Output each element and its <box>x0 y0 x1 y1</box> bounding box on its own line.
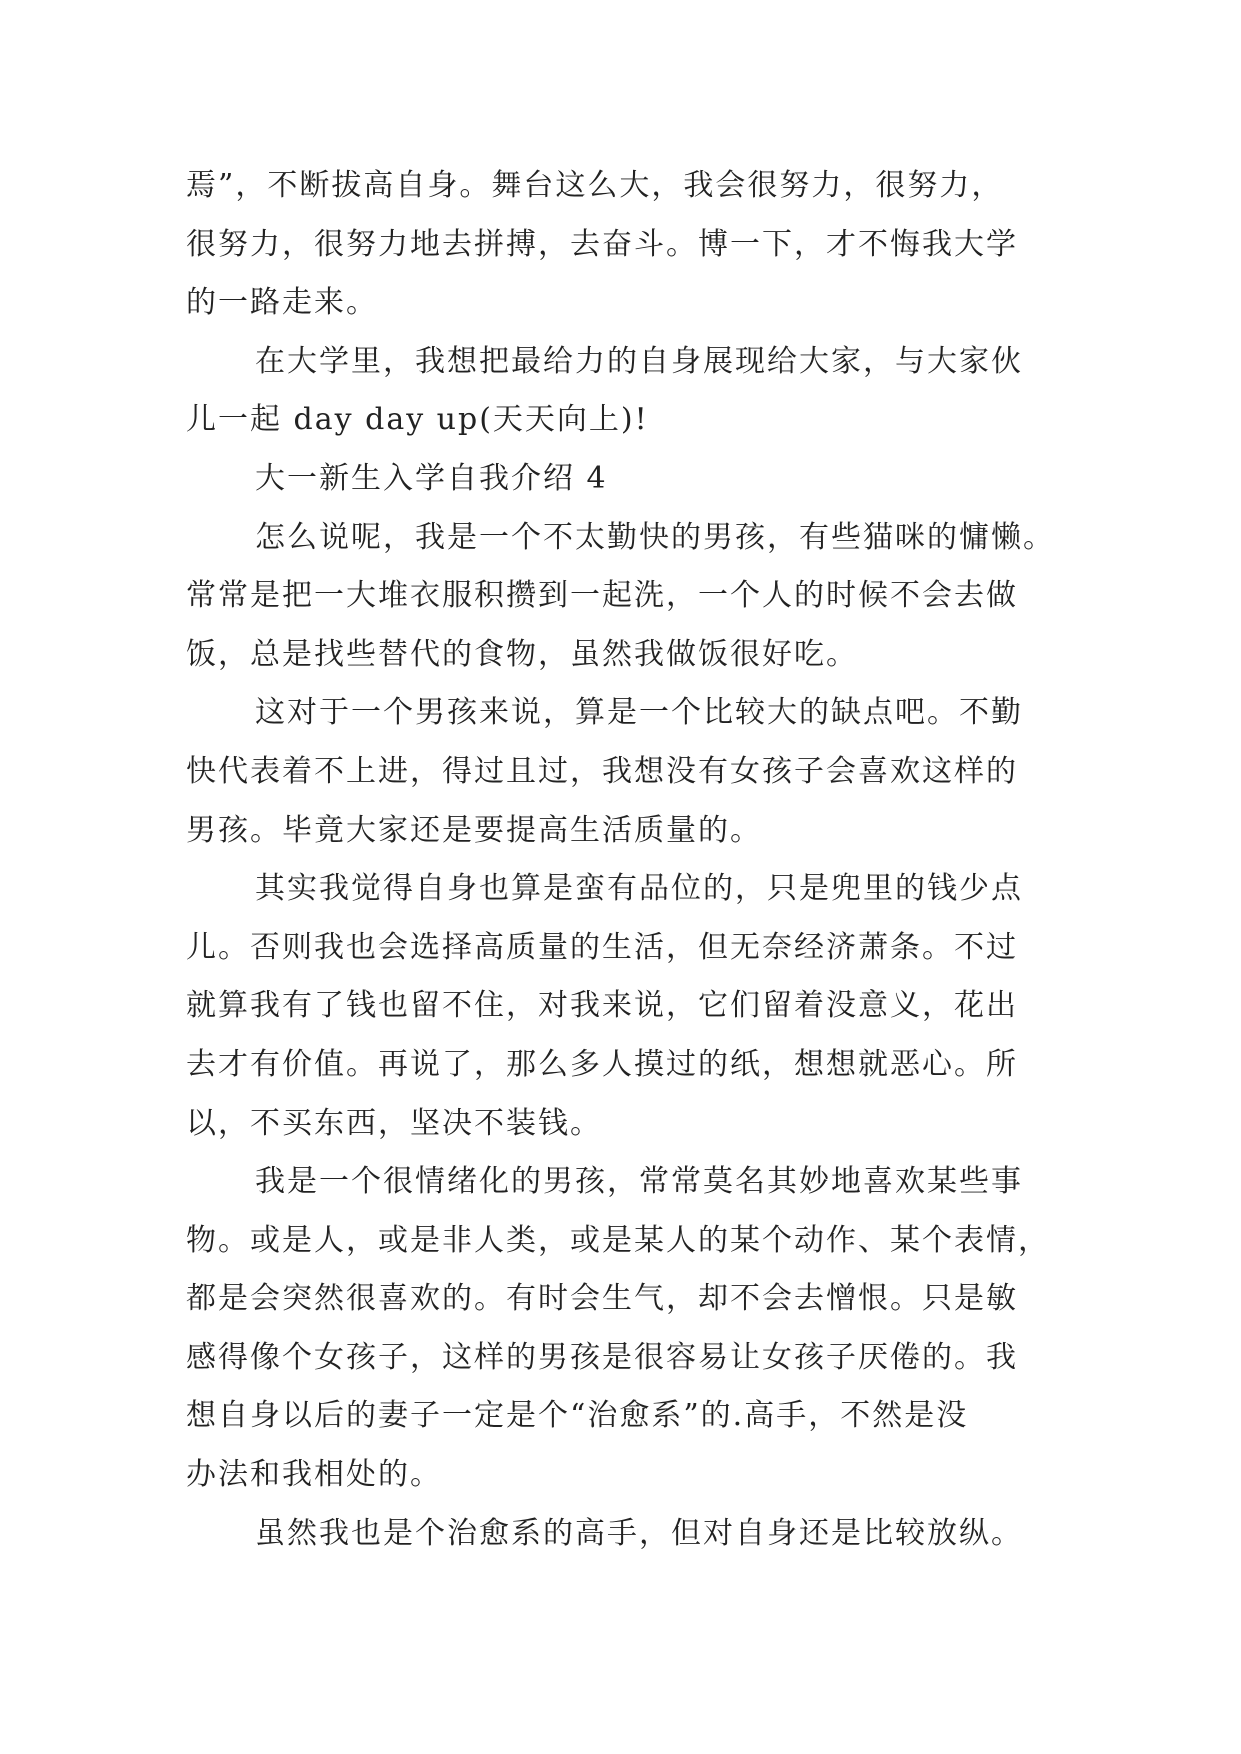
text-line: 焉”，不断拔高自身。舞台这么大，我会很努力，很努力， <box>186 168 1004 203</box>
text-line: 快代表着不上进，得过且过，我想没有女孩子会喜欢这样的 <box>186 753 1018 789</box>
paragraph-first-line: 在大学里，我想把最给力的自身展现给大家，与大家伙 <box>255 343 1023 379</box>
text-line: 都是会突然很喜欢的。有时会生气，却不会去憎恨。只是敏 <box>186 1281 1018 1317</box>
text-line: 以，不买东西，坚决不装钱。 <box>186 1105 602 1141</box>
paragraph-first-line: 虽然我也是个治愈系的高手，但对自身还是比较放纵。 <box>255 1515 1023 1551</box>
text-line: 办法和我相处的。 <box>186 1457 442 1493</box>
text-line: 物。或是人，或是非人类，或是某人的某个动作、某个表情， <box>186 1222 1050 1258</box>
document-body <box>186 157 1066 1563</box>
text-line: 儿。否则我也会选择高质量的生活，但无奈经济萧条。不过 <box>186 929 1018 965</box>
text-line: 很努力，很努力地去拼搏，去奋斗。博一下，才不悔我大学 <box>186 226 1018 262</box>
text-line: 儿一起 day day up(天天向上)! <box>186 402 649 438</box>
paragraph-first-line: 我是一个很情绪化的男孩，常常莫名其妙地喜欢某些事 <box>255 1164 1023 1200</box>
paragraph-first-line: 这对于一个男孩来说，算是一个比较大的缺点吧。不勤 <box>255 695 1023 731</box>
text-line: 饭，总是找些替代的食物，虽然我做饭很好吃。 <box>186 636 858 672</box>
paragraph-first-line: 其实我觉得自身也算是蛮有品位的，只是兜里的钱少点 <box>255 871 1023 907</box>
section-heading: 大一新生入学自我介绍 4 <box>255 460 608 496</box>
text-line: 的一路走来。 <box>186 285 378 321</box>
text-line: 想自身以后的妻子一定是个“治愈系”的.高手，不然是没 <box>186 1398 969 1434</box>
text-line: 就算我有了钱也留不住，对我来说，它们留着没意义，花出 <box>186 988 1018 1024</box>
text-line: 感得像个女孩子，这样的男孩是很容易让女孩子厌倦的。我 <box>186 1339 1018 1375</box>
text-line: 男孩。毕竟大家还是要提高生活质量的。 <box>186 812 762 848</box>
text-line: 去才有价值。再说了，那么多人摸过的纸，想想就恶心。所 <box>186 1046 1018 1082</box>
paragraph-first-line: 怎么说呢，我是一个不太勤快的男孩，有些猫咪的慵懒。 <box>255 519 1055 555</box>
text-line: 常常是把一大堆衣服积攒到一起洗，一个人的时候不会去做 <box>186 578 1018 614</box>
